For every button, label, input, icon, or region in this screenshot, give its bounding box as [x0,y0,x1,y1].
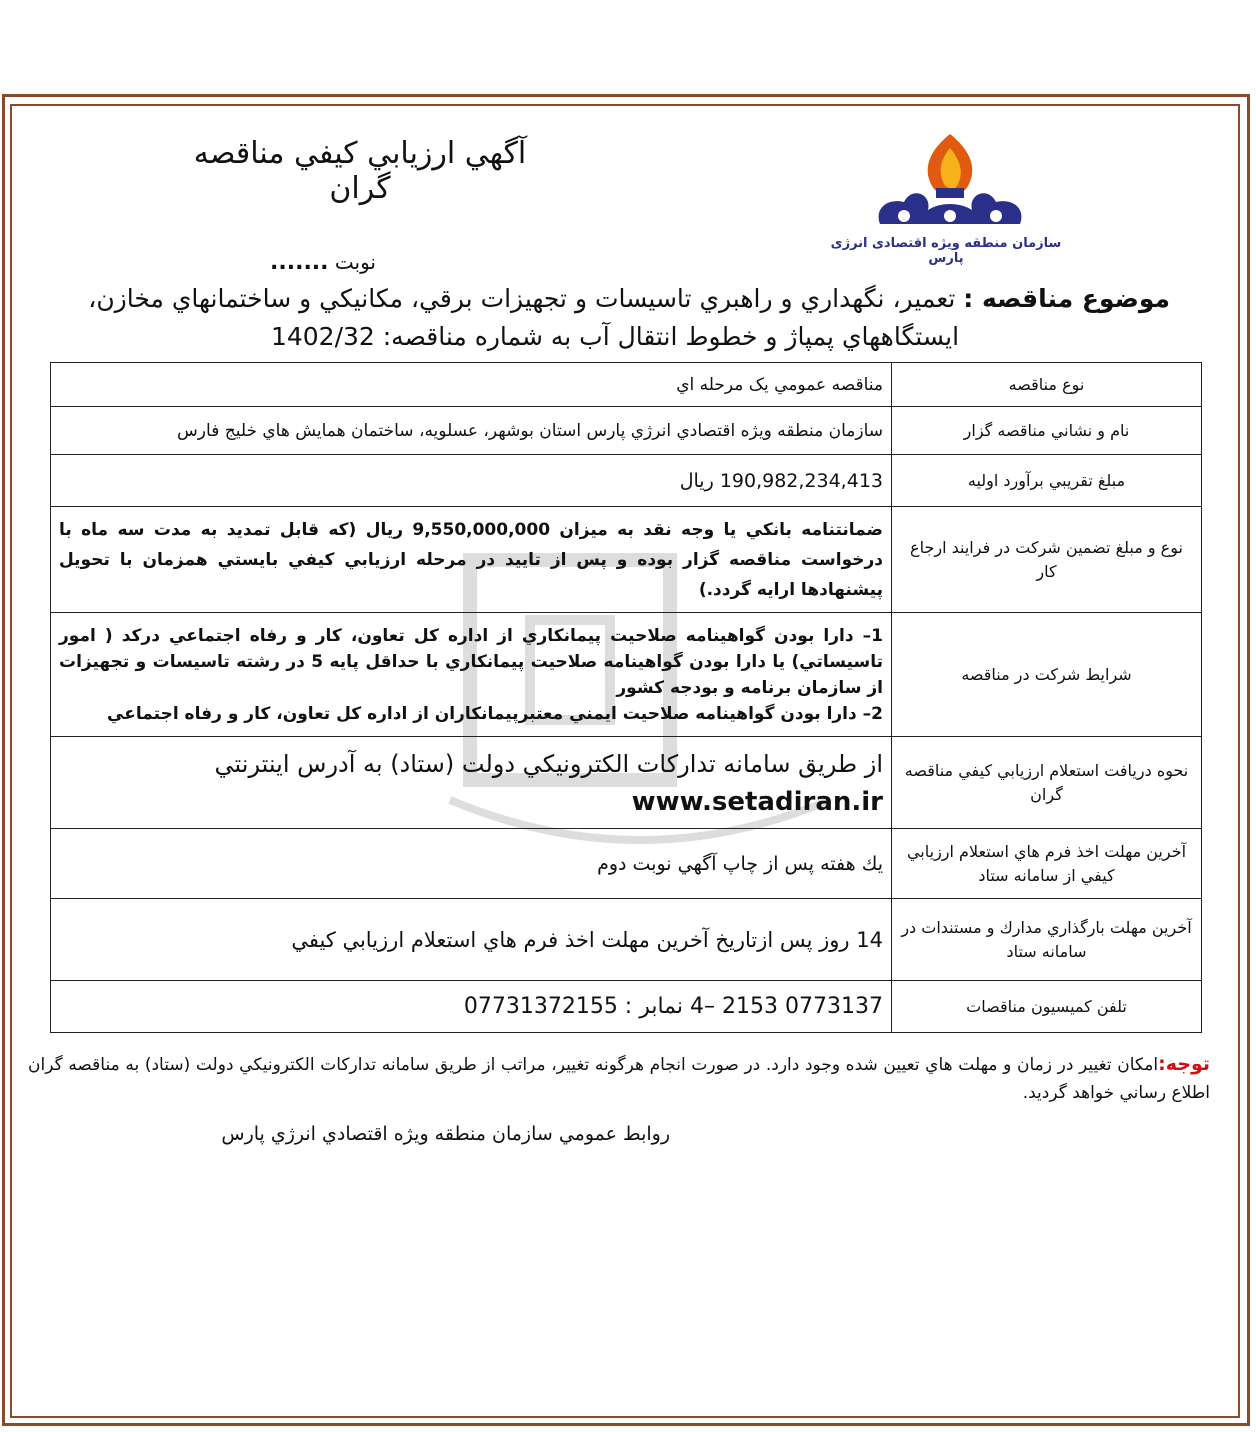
table-row [51,507,1202,613]
tender-info-table [50,362,1202,1033]
turn-indicator [256,250,376,275]
row-label: آخرين مهلت بارگذاري مدارك و مستندات در سامانه ستاد [892,899,1202,981]
row-value: 14 روز پس ازتاريخ آخرين مهلت اخذ فرم هاي استعلام ارزيابي كيفي [51,899,892,981]
row-label: مبلغ تقريبي برآورد اوليه [892,455,1202,507]
subject-text-1: تعمير، نگهداري و راهبري تاسيسات و تجهيزات برقي، مكانيكي و ساختمانهاي مخازن، [88,284,956,313]
condition-1: 1– دارا بودن گواهينامه صلاحيت پيمانكاري از اداره كل تعاون، كار و رفاه اجتماعي دركد ( امور تاسيساتي) يا دارا بودن گواهينامه صلاحيت پيمانكاري با حداقل پايه 5 در رشته تاسيسات و تجهيزات از سازمان برنامه و بودجه كشور [59,625,883,698]
row-label: نوع و مبلغ تضمين شركت در فرايند ارجاع كار [892,507,1202,613]
row-value: ضمانتنامه بانكي يا وجه نقد به ميزان 9,550,000,000 ريال (كه قابل تمديد به مدت سه ماه با درخواست مناقصه گزار بوده و پس از تاييد در مرحله ارزيابي كيفي بايستي همزمان با تحويل پيشنهادها ارايه گردد.) [51,507,892,613]
row-label: شرايط شركت در مناقصه [892,613,1202,737]
method-text: از طريق سامانه تداركات الكترونيكي دولت (ستاد) به آدرس اينترنتي [214,749,883,778]
row-value: 0773137 2153 –4 نمابر : 07731372155 [51,981,892,1033]
setadiran-link[interactable]: www.setadiran.ir [631,786,883,817]
table-row [51,363,1202,407]
tender-subject [60,280,1170,356]
row-value: سازمان منطقه ويژه اقتصادي انرژي پارس استان بوشهر، عسلويه، ساختمان همايش هاي خليج فارس [51,407,892,455]
row-label: نحوه دريافت استعلام ارزيابي كيفي مناقصه گران [892,737,1202,829]
row-label: آخرين مهلت اخذ فرم هاي استعلام ارزيابي كيفي از سامانه ستاد [892,829,1202,899]
table-row [51,829,1202,899]
table-row [51,613,1202,737]
oil-flame-logo-icon [870,128,1030,238]
table-row [51,899,1202,981]
organization-name: سازمان منطقه ویژه اقتصادی انرژی پارس [830,236,1062,266]
turn-label: نوبت [334,250,376,274]
row-label: نوع مناقصه [892,363,1202,407]
table-row [51,737,1202,829]
table-row [51,981,1202,1033]
table-row [51,455,1202,507]
note-label: توجه: [1158,1053,1210,1075]
row-value: مناقصه عمومي يک مرحله اي [51,363,892,407]
note-text: امكان تغيير در زمان و مهلت هاي تعيين شده وجود دارد. در صورت انجام هرگونه تغيير، مراتب از طريق سامانه تداركات الكترونيكي دولت (ستاد) به مناقصه گران اطلاع رساني خواهد گرديد. [28,1055,1210,1103]
page-title: آگهي ارزيابي كيفي مناقصه گران [193,136,527,206]
turn-value: ....... [270,250,329,275]
row-value: يك هفته پس از چاپ آگهي نوبت دوم [51,829,892,899]
table-row [51,407,1202,455]
row-value [51,737,892,829]
row-value [51,613,892,737]
row-value: 190,982,234,413 ريال [51,455,892,507]
note-paragraph [28,1050,1210,1107]
row-label: نام و نشاني مناقصه گزار [892,407,1202,455]
footer-signature: روابط عمومي سازمان منطقه ويژه اقتصادي انرژي پارس [221,1123,670,1145]
subject-line-2: ايستگاههاي پمپاژ و خطوط انتقال آب به شماره مناقصه: 1402/32 [270,322,960,351]
row-label: تلفن كميسيون مناقصات [892,981,1202,1033]
subject-label: موضوع مناقصه : [963,284,1170,313]
subject-line-1 [60,280,1170,318]
condition-2: 2– دارا بودن گواهينامه صلاحيت ايمني معتبرپيمانكاران از اداره كل تعاون، كار و رفاه اجتماعي [107,703,883,724]
